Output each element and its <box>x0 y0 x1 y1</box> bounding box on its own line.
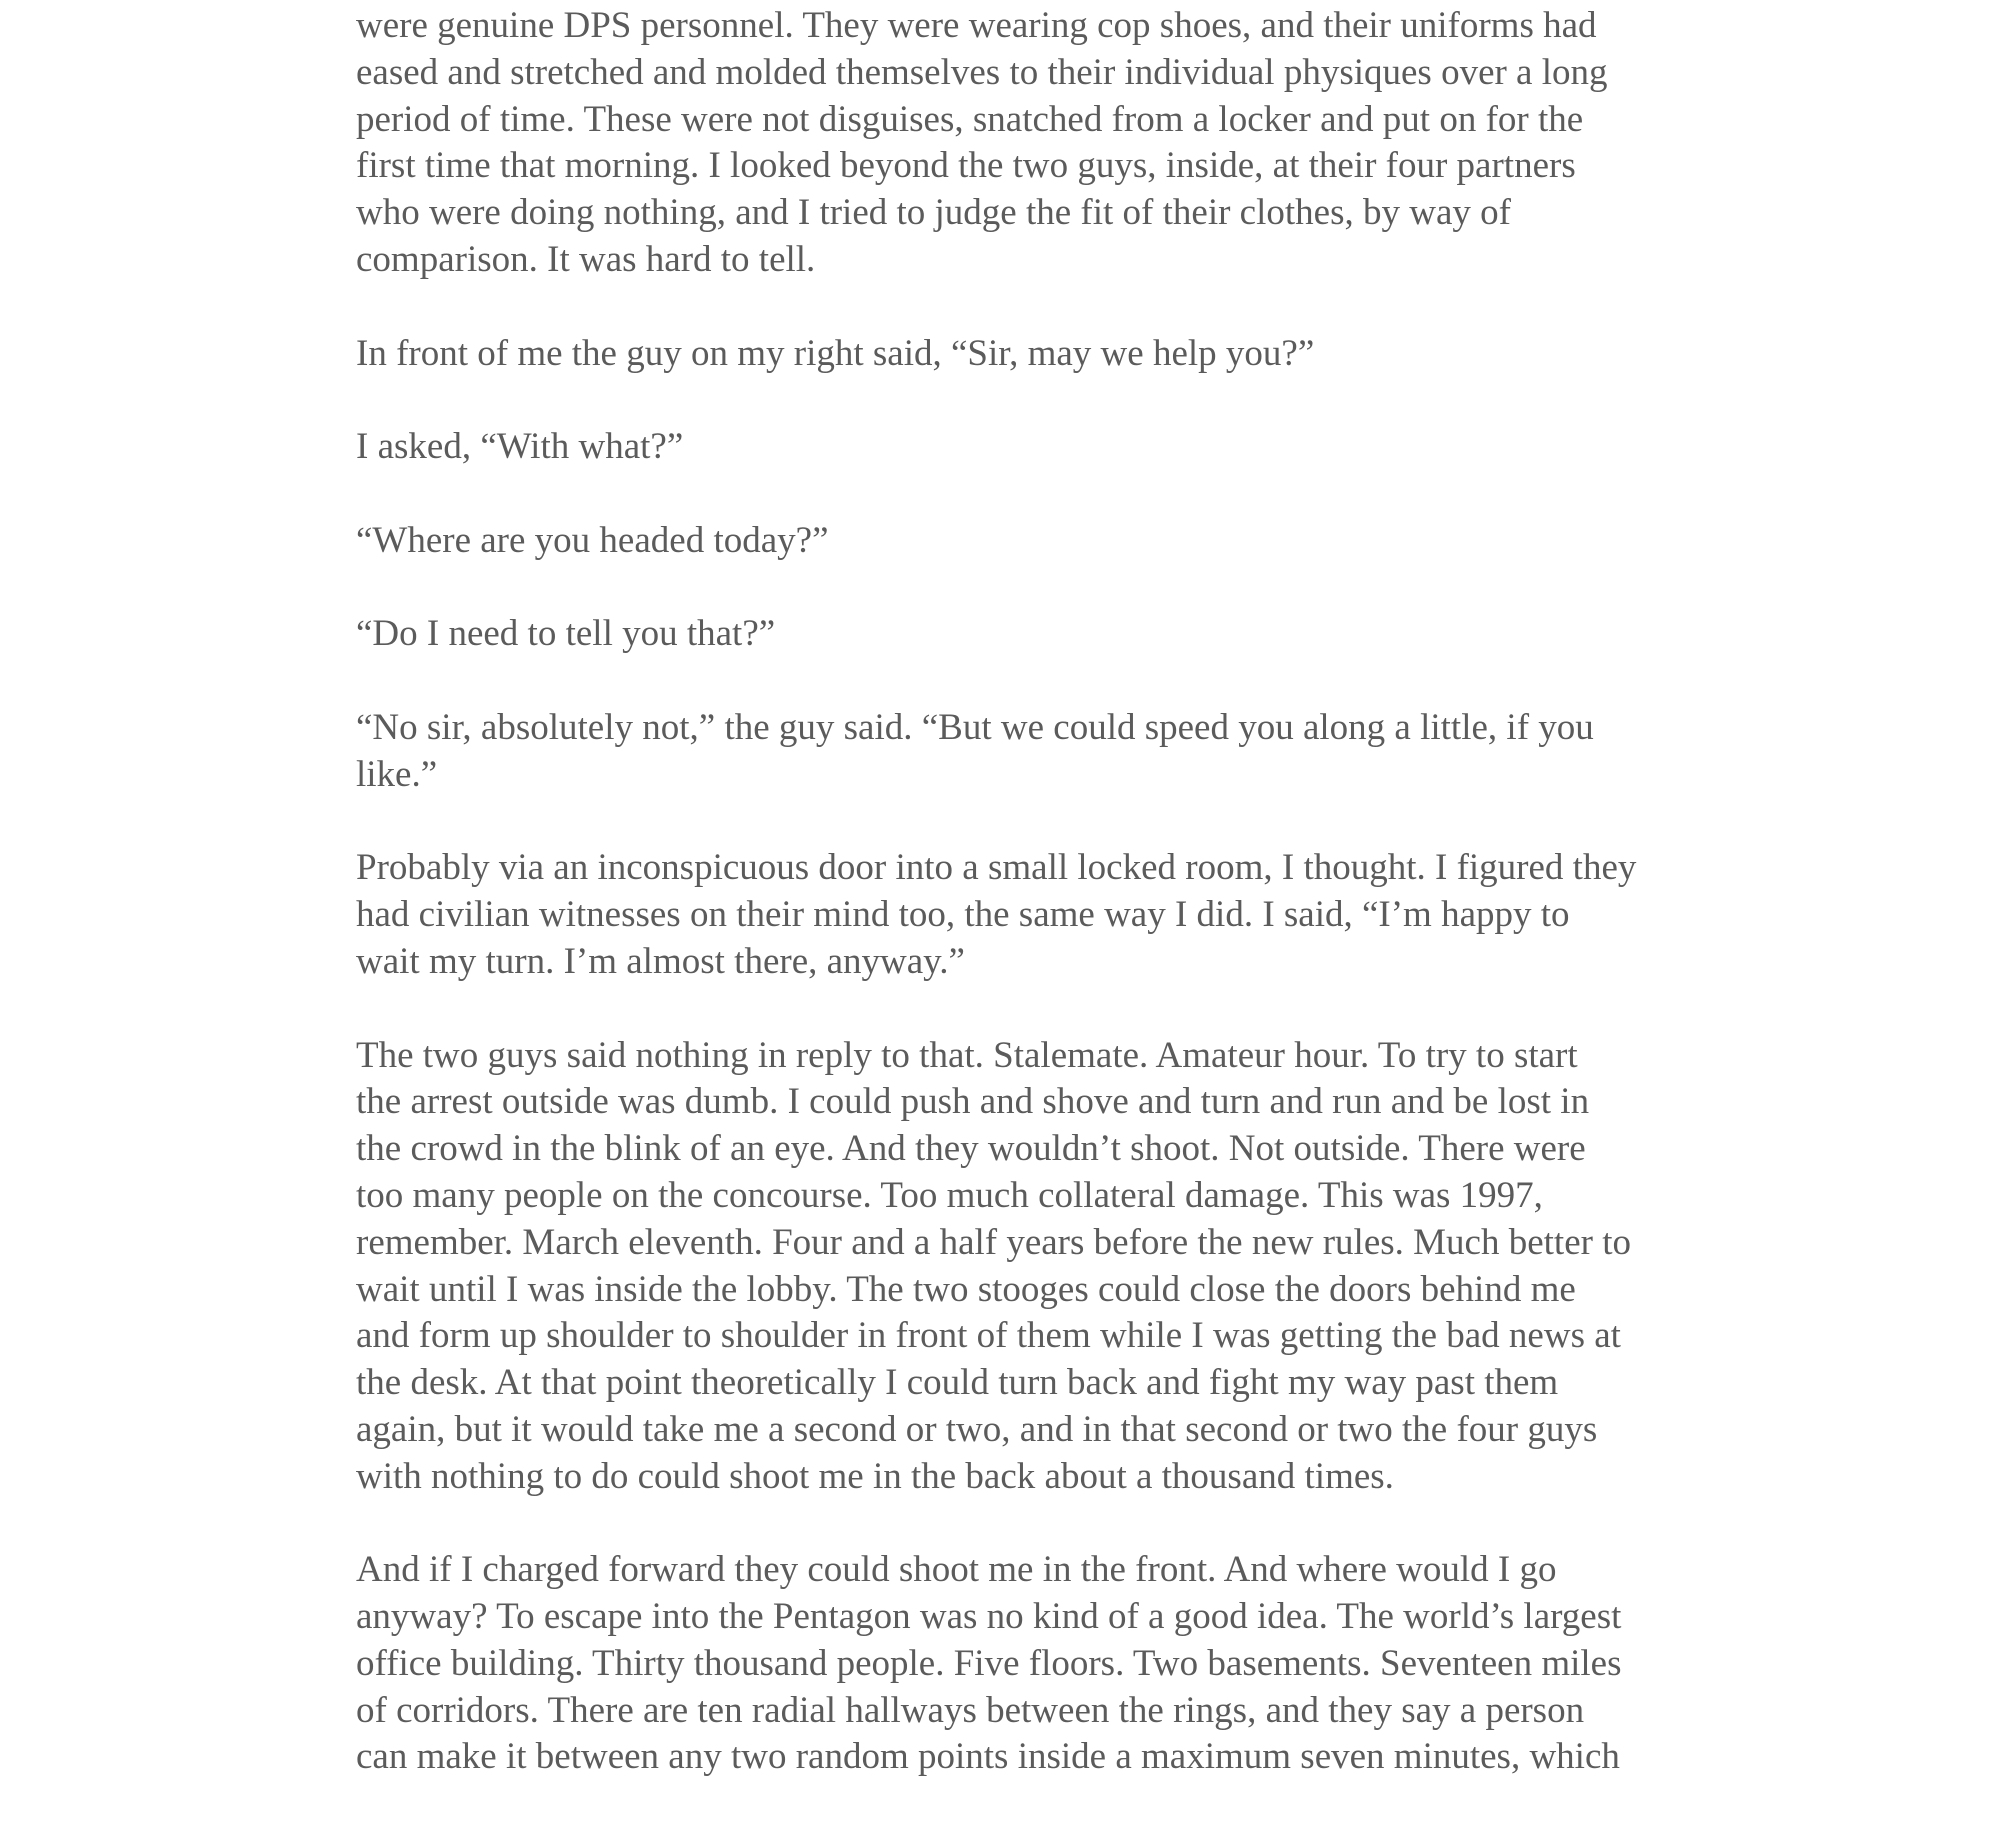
paragraph: The two guys said nothing in reply to that. Stalemate. Amateur hour. To try to start the arrest outside was dumb. I could push and shove and turn and run and be lost in the crowd in the blink of an eye. And they wouldn’t shoot. Not outside. There were too many people on the concourse. Too much collateral damage. This was 1997, remember. March eleventh. Four and a half years before the new rules. Much better to wait until I was inside the lobby. The two stooges could close the doors behind me and form up shoulder to shoulder in front of them while I was getting the bad news at the desk. At that point theoretically I could turn back and fight my way past them again, but it would take me a second or two, and in that second or two the four guys with nothing to do could shoot me in the back about a thousand times. <box>356 1034 1631 1497</box>
paragraph: “No sir, absolutely not,” the guy said. “But we could speed you along a little, if you like.” <box>356 706 1594 795</box>
paragraph: Probably via an inconspicuous door into a small locked room, I thought. I figured they had civilian witnesses on their mind too, the same way I did. I said, “I’m happy to wait my turn. I’m almost there, anyway.” <box>356 847 1637 982</box>
paragraph: were genuine DPS personnel. They were wearing cop shoes, and their uniforms had eased and stretched and molded themselves to their individual physiques over a long period of time. These were not disguises, snatched from a locker and put on for the first time that morning. I looked beyond the two guys, inside, at their four partners who were doing nothing, and I tried to judge the fit of their clothes, by way of comparison. It was hard to tell. <box>356 5 1608 280</box>
paragraph: In front of me the guy on my right said, “Sir, may we help you?” <box>356 332 1315 374</box>
paragraph: I asked, “With what?” <box>356 426 684 468</box>
document-page <box>356 3 1676 1828</box>
paragraph: And if I charged forward they could shoot me in the front. And where would I go anyway? To escape into the Pentagon was no kind of a good idea. The world’s largest office building. Thirty thousand people. Five floors. Two basements. Seventeen miles of corridors. There are ten radial hallways between the rings, and they say a person can make it between any two random points inside a maximum seven minutes, which <box>356 1549 1622 1778</box>
paragraph: “Do I need to tell you that?” <box>356 613 776 655</box>
paragraph: “Where are you headed today?” <box>356 519 829 561</box>
